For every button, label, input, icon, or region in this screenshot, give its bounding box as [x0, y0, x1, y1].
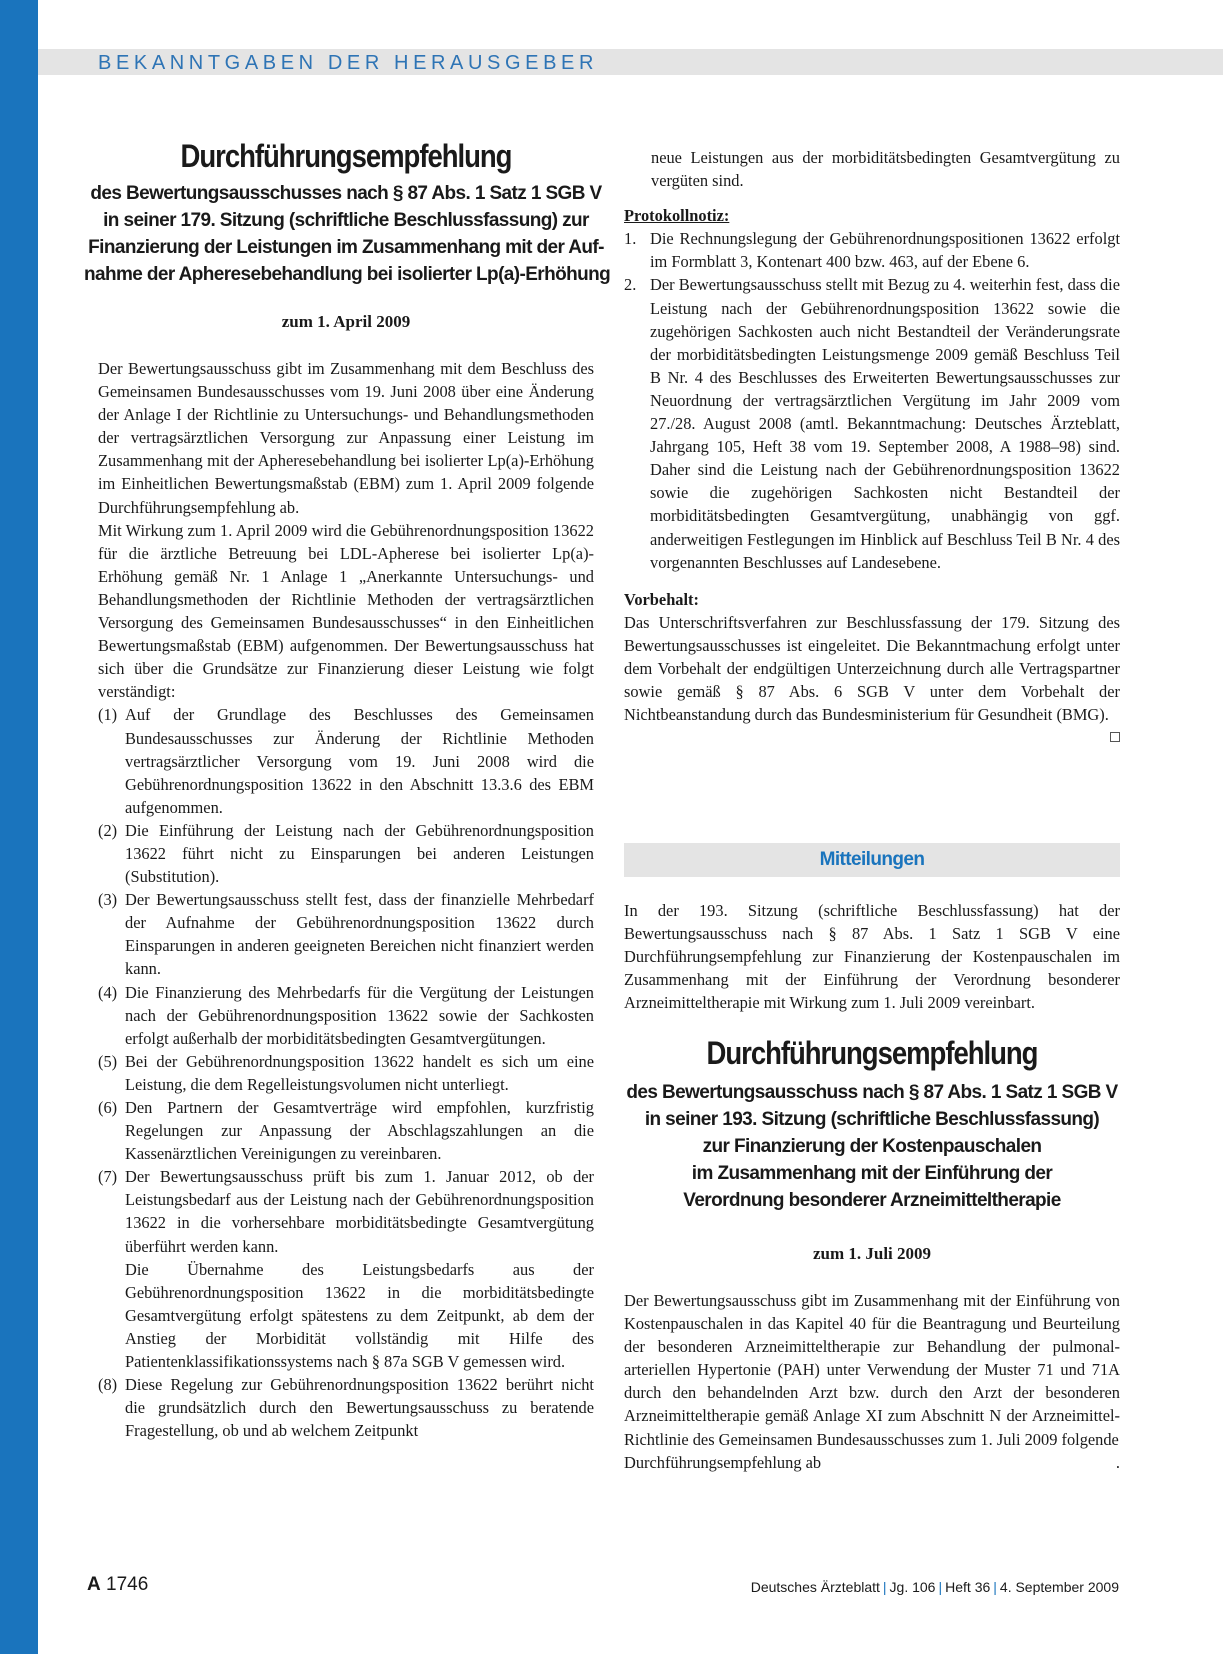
- item-number: (8): [98, 1375, 118, 1395]
- item-text: Die Einführung der Leistung nach der Gebührenordnungsposition 13622 führt nicht zu Einsparungen bei anderen Leistungen (Substitution).: [125, 820, 594, 887]
- item-number: (6): [98, 1098, 118, 1117]
- left-subtitle-line: in seiner 179. Sitzung (schriftliche Beschlussfassung) zur: [103, 210, 589, 231]
- item-number: (5): [98, 1051, 118, 1071]
- left-date: zum 1. April 2009: [281, 312, 411, 331]
- right-intro-last: Durchführungsempfehlung ab: [624, 1452, 822, 1472]
- list-item: [98, 1373, 594, 1442]
- left-subtitle-line: nahme der Apheresebehandlung bei isolierter Lp(a)-Erhöhung: [84, 264, 611, 285]
- protokoll-label: Protokollnotiz:: [624, 206, 730, 226]
- left-accent-bar: [0, 0, 38, 1654]
- item-number: (7): [98, 1167, 118, 1187]
- journal-issue: Heft 36: [945, 1579, 991, 1595]
- item-number: 1.: [624, 229, 637, 249]
- mitteilungen-bar: [624, 843, 1120, 877]
- item-text: Die Rechnungslegung der Gebührenordnungspositionen 13622 erfolgt im Formblatt 3, Kontenart 400 bzw. 463, auf der Ebene 6.: [650, 229, 1120, 272]
- journal-volume: Jg. 106: [889, 1579, 936, 1595]
- list-item: [98, 1050, 594, 1096]
- section-label: BEKANNTGABEN DER HERAUSGEBER: [98, 52, 598, 74]
- mitteilungen-text: In der 193. Sitzung (schriftliche Beschlussfassung) hat der Bewertungsausschuss nach § 87 Abs. 1 Satz 1 SGB V eine Durchführungsempfehlung zur Finanzierung der Kostenpauschalen im Zusammenhang mit der Einführung der Verordnung besonderer Arzneimitteltherapie mit Wirkung zum 1. Juli 2009 vereinbart.: [624, 901, 1120, 1013]
- separator: |: [938, 1579, 943, 1595]
- right-subtitle: [610, 1079, 1134, 1214]
- right-subtitle-line: des Bewertungsausschuss nach § 87 Abs. 1 Satz 1 SGB V: [626, 1082, 1118, 1103]
- right-date: zum 1. Juli 2009: [812, 1244, 932, 1263]
- item-number: (4): [98, 982, 118, 1002]
- right-intro: Der Bewertungsausschuss gibt im Zusammenhang mit der Einführung von Kostenpauschalen in das Kapitel 40 für die Beantragung und Beurteilung der besonderen Arzneimitteltherapie zur Behandlung der pulmonal-arteriellen Hypertonie (PAH) unter Verwendung der Muster 71 und 71A durch den behandelnden Arzt bzw. durch den Arzt der besonderen Arzneimitteltherapie gemäß Anlage XI zum Abschnitt N der Arzneimittel-Richtlinie des Gemeinsamen Bundesausschusses zum 1. Juli 2009 folgende: [624, 1291, 1120, 1449]
- item-text: Diese Regelung zur Gebührenordnungsposition 13622 berührt nicht die grundsätzlich durch den Bewertungsausschuss zu beratende Fragestellung, ob und ab welchem Zeitpunkt: [125, 1375, 594, 1441]
- left-item-list: [98, 703, 594, 1442]
- right-intro-last-line: [624, 1451, 1120, 1474]
- item-text: Der Bewertungsausschuss stellt mit Bezug zu 4. weiterhin fest, dass die Leistung nach der Gebührenordnungsposition 13622 sowie die zugehörigen Sachkosten auch nicht Bestandteil der Veränderungsrate der morbiditätsbedingten Leistungsmenge 2009 gemäß Beschluss Teil B Nr. 4 des Beschlusses des Erweiterten Bewertungsausschusses zur Neuordnung der vertragsärztlichen Vergütung im Jahr 2009 vom 27./28. August 2008 (amtl. Bekanntmachung: Deutsches Ärzteblatt, Jahrgang 105, Heft 38 vom 19. September 2008, A 1988–98) sind. Daher sind die Leistung nach der Gebührenordnungsposition 13622 sowie die zugehörigen Sachkosten nicht Bestandteil der morbiditätsbedingten Gesamtvergütung, unabhängig von ggf. anderweitigen Festlegungen im Hinblick auf Beschluss Teil B Nr. 4 des vorgenannten Beschlusses auf Landesebene.: [650, 275, 1120, 572]
- right-subtitle-line: im Zusammenhang mit der Einführung der: [691, 1163, 1053, 1184]
- left-title: Durchführungsempfehlung: [180, 138, 512, 174]
- page-number: [87, 1574, 148, 1596]
- item-text: Der Bewertungsausschuss stellt fest, dass der finanzielle Mehrbedarf der Aufnahme der Gebührenordnungsposition 13622 durch Einsparungen in anderen geeigneten Bereichen nicht finanziert werden kann.: [125, 890, 594, 979]
- footer-citation: [751, 1579, 1119, 1595]
- item-text: Die Finanzierung des Mehrbedarfs für die Vergütung der Leistungen nach der Gebührenordnungsposition 13622 sowie der Sachkosten erfolgt außerhalb der morbiditätsbedingten Gesamtvergütungen.: [125, 982, 594, 1048]
- item-number: (3): [98, 890, 118, 910]
- separator: |: [882, 1579, 887, 1595]
- left-subtitle-line: Finanzierung der Leistungen im Zusammenhang mit der Auf-: [88, 237, 604, 258]
- left-intro: Der Bewertungsausschuss gibt im Zusammenhang mit dem Beschluss des Gemeinsamen Bundesausschusses vom 19. Juni 2008 über eine Änderung der Anlage I der Richtlinie zu Untersuchungs- und Behandlungsmethoden der vertragsärztlichen Versorgung zur Anpassung einer Leistung im Zusammenhang mit der Apheresebehandlung bei isolierter Lp(a)-Erhöhung im Einheitlichen Bewertungsmaßstab (EBM) zum 1. April 2009 folgende Durchführungsempfehlung ab.: [98, 359, 594, 517]
- item-number: (1): [98, 705, 118, 725]
- mitteilungen-heading: Mitteilungen: [819, 849, 925, 870]
- list-item: [624, 227, 1120, 273]
- list-item: [624, 273, 1120, 573]
- item-text: Bei der Gebührenordnungsposition 13622 handelt es sich um eine Leistung, die dem Regelleistungsvolumen nicht unterliegt.: [125, 1051, 594, 1094]
- left-subtitle-line: des Bewertungsausschusses nach § 87 Abs. 1 Satz 1 SGB V: [90, 183, 602, 204]
- journal-date: 4. September 2009: [999, 1579, 1119, 1595]
- list-item: [98, 819, 594, 888]
- right-body-bottom: [624, 1289, 1120, 1474]
- right-subtitle-line: Verordnung besonderer Arzneimitteltherapie: [683, 1190, 1061, 1211]
- list-item: [98, 703, 594, 818]
- vorbehalt-body: Das Unterschriftsverfahren zur Beschlussfassung der 179. Sitzung des Bewertungsausschusses ist eingeleitet. Die Bekanntmachung erfolgt unter dem Vorbehalt der endgültigen Unterzeichnung durch alle Vertragspartner sowie gemäß § 87 Abs. 6 SGB V unter dem Vorbehalt der Nichtbeanstandung durch das Bundesministerium für Gesundheit (BMG).: [624, 612, 1120, 725]
- list-item: [98, 981, 594, 1050]
- right-subtitle-line: zur Finanzierung der Kostenpauschalen: [702, 1136, 1042, 1157]
- left-body: [98, 357, 594, 1442]
- left-subtitle: [84, 180, 611, 288]
- right-intro-period: .: [1115, 1452, 1120, 1472]
- item-text: Den Partnern der Gesamtverträge wird empfohlen, kurzfristig Regelungen zur Anpassung der Abschlagszahlungen an die Kassenärztlichen Vereinigungen zu vereinbaren.: [125, 1098, 594, 1164]
- mitteilungen-body: [624, 899, 1120, 1014]
- item-text: Auf der Grundlage des Beschlusses des Gemeinsamen Bundesausschusses zur Änderung der Richtlinie Methoden vertragsärztlicher Versorgung vom 19. Juni 2008 wird die Gebührenordnungsposition 13622 in den Abschnitt 13.3.6 des EBM aufgenommen.: [125, 705, 594, 817]
- vorbehalt-text: [624, 611, 1120, 726]
- end-mark-icon: [1110, 732, 1120, 742]
- vorbehalt-label: Vorbehalt:: [624, 589, 699, 609]
- page-number-value: 1746: [106, 1574, 149, 1595]
- item-7-continuation: Die Übernahme des Leistungsbedarfs aus der Gebührenordnungsposition 13622 in die morbiditätsbedingte Gesamtvergütung erfolgt spätestens zu dem Zeitpunkt, ab dem der Anstieg der Morbidität vollständig mit Hilfe des Patientenklassifikationssystems nach § 87a SGB V gemessen wird.: [125, 1259, 594, 1372]
- right-body-top: [624, 146, 1120, 742]
- right-continuation: neue Leistungen aus der morbiditätsbedingten Gesamtvergütung zu vergüten sind.: [651, 148, 1120, 191]
- page-prefix: A: [87, 1574, 101, 1595]
- right-subtitle-line: in seiner 193. Sitzung (schriftliche Beschlussfassung): [644, 1109, 1100, 1130]
- separator: |: [993, 1579, 997, 1595]
- right-title: Durchführungsempfehlung: [706, 1035, 1038, 1071]
- left-para2: Mit Wirkung zum 1. April 2009 wird die Gebührenordnungsposition 13622 für die ärztliche Betreuung bei LDL-Apherese bei isolierter Lp(a)-Erhöhung gemäß Nr. 1 Anlage 1 „Anerkannte Untersuchungs- und Behandlungsmethoden der Richtlinie Methoden der vertragsärztlichen Versorgung des Gemeinsamen Bundesausschusses“ in den Einheitlichen Bewertungsmaßstab (EBM) aufgenommen. Der Bewertungsausschuss hat sich über die Grundsätze zur Finanzierung dieser Leistung wie folgt verständigt:: [98, 520, 594, 702]
- item-number: (2): [98, 820, 118, 840]
- list-item: [98, 1165, 594, 1257]
- list-item: [98, 888, 594, 980]
- journal-name: Deutsches Ärzteblatt: [750, 1579, 880, 1595]
- list-item: [98, 1096, 594, 1165]
- item-number: 2.: [624, 275, 637, 295]
- item-text: Der Bewertungsausschuss prüft bis zum 1. Januar 2012, ob der Leistungsbedarf aus der Leistung nach der Gebührenordnungsposition 13622 in die vorhersehbare morbiditätsbedingte Gesamtvergütung überführt werden kann.: [125, 1167, 594, 1256]
